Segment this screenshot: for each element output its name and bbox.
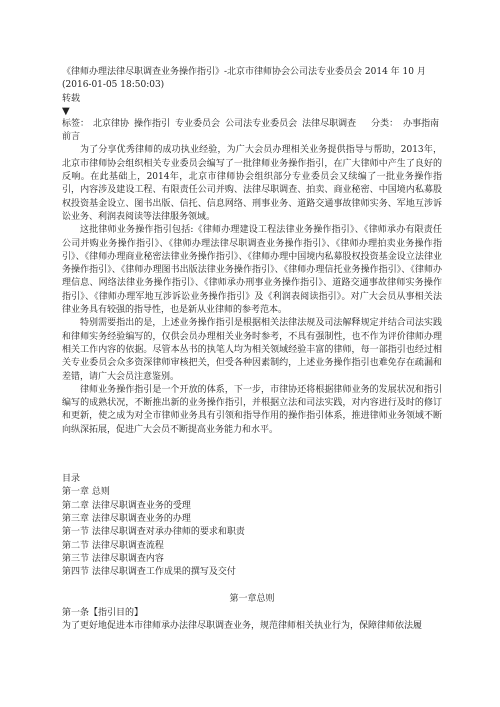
toc-item: 第一章 总则 [62, 487, 110, 498]
article-heading: 第一条【指引目的】 [62, 607, 144, 618]
paragraph: 律师业务操作指引是一个开放的体系，下一步，市律协还将根据律师业务的发展状况和指引编写的成熟状况，不断推出新的业务操作指引，并根据立法和司法实践，对内容进行及时的修订和更新，使之成为对全市律师业务具有引领和指导作用的操作指引体系，推进律师业务领域不断向纵深拓展，促进广大会员不断提高业务能力和水平。 [62, 384, 442, 435]
article-title: 《律师办理法律尽职调查业务操作指引》-北京市律师协会公司法专业委员会 2014 年 10 月 [62, 67, 426, 77]
chapter-title: 第一章总则 [229, 594, 275, 605]
tags-line [62, 118, 442, 131]
tag-link[interactable]: 法律尽职调查 [302, 118, 357, 129]
timestamp: (2016-01-05 18:50:03) [62, 80, 165, 91]
tag-link[interactable]: 北京律协 [93, 118, 130, 129]
toc-item: 第三章 法律尽职调查业务的办理 [62, 513, 191, 524]
spacer [62, 437, 442, 473]
category-link[interactable]: 办事指南 [403, 118, 440, 129]
toc-item: 第二节 法律尽职调查流程 [62, 540, 164, 551]
tags-label: 标签： [62, 118, 90, 129]
toc-title: 目录 [62, 474, 81, 485]
paragraph: 特别需要指出的是，上述业务操作指引是根据相关法律法规及司法解释规定并结合司法实践和律师实务经验编写的，仅供会员办理相关业务时参考，不具有强制性，也不作为评价律师办理相关工作内容的依据。尽管本丛书的执笔人均为相关领域经验丰富的律师，每一部指引也经过相关专业委员会众多资深律师审核把关，但受各种因素制约，上述业务操作指引也难免存在疏漏和差错，请广大会员注意鉴别。 [62, 318, 442, 382]
toc-item: 第一节 法律尽职调查对承办律师的要求和职责 [62, 527, 245, 538]
preface-heading: 前言 [62, 132, 81, 143]
triangle-down-icon[interactable]: ▼ [62, 105, 70, 117]
paragraph: 这批律师业务操作指引包括:《律师办理建设工程法律业务操作指引》、《律师承办有限责任公司并购业务操作指引》、《律师办理法律尽职调查业务操作指引》、《律师办理拍卖业务操作指引》、《律师办理商业秘密法律业务操作指引》、《律师办理中国境内私募股权投资基金设立法律业务操作指引》、《律师办理图书出版法律业务操作指引》、《律师办理信托业务操作指引》、《律师办理信息、网络法律业务操作指引》、《律师承办刑事业务操作指引》、道路交通事故律师实务操作指引》、《律师办理军地互涉诉讼业务操作指引》及《利润表阅读指引》。对广大会员从事相关法律业务具有较强的指导性，也是新从业律师的参考范本。 [62, 225, 442, 316]
tag-link[interactable]: 公司法专业委员会 [225, 118, 298, 129]
article-body: 为了更好地促进本市律师承办法律尽职调查业务，规范律师相关执业行为，保障律师依法履 [62, 620, 423, 631]
toc-item: 第二章 法律尽职调查业务的受理 [62, 500, 191, 511]
category-label: 分类： [371, 118, 399, 129]
repost-label[interactable]: 转载 [62, 93, 81, 104]
tag-link[interactable]: 专业委员会 [175, 118, 221, 129]
tag-link[interactable]: 操作指引 [134, 118, 171, 129]
toc-item: 第三节 法律尽职调查内容 [62, 553, 164, 564]
paragraph: 为了分享优秀律师的成功执业经验，为广大会员办理相关业务提供指导与帮助，2013年，北京市律师协会组织相关专业委员会编写了一批律师业务操作指引，在广大律师中产生了良好的反响。在此基础上，2014年，北京市律师协会组织部分专业委员会又续编了一批业务操作指引，内容涉及建设工程、有限责任公司并购、法律尽职调查、拍卖、商业秘密、中国境内私募股权投资基金设立、图书出版、信托、信息网络、刑事业务、道路交通事故律师实务、军地互涉诉讼业务、利润表阅读等法律服务领域。 [62, 145, 442, 222]
toc-item: 第四节 法律尽职调查工作成果的撰写及交付 [62, 567, 236, 578]
